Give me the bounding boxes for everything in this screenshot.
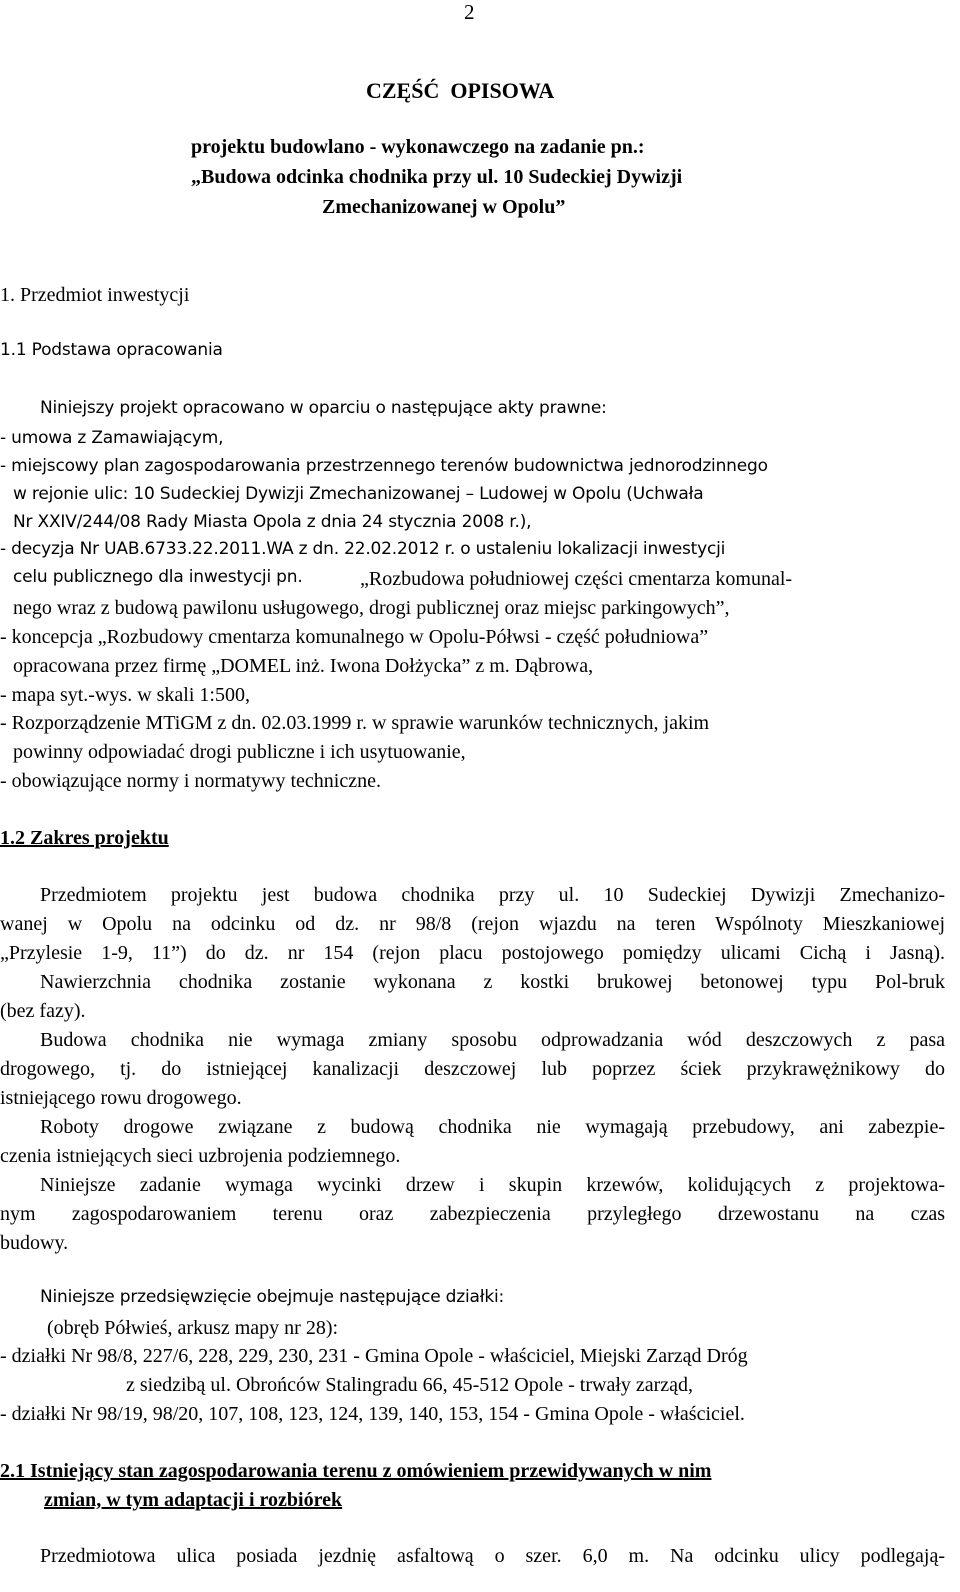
basis-item-decision-cont: nego wraz z budową pawilonu usługowego, drogi publicznej oraz miejsc parkingowych”, (13, 597, 730, 619)
scope-paragraph-line: budowy. (0, 1232, 69, 1254)
scope-paragraph-line: Nawierzchnia chodnika zostanie wykonana z kostki brukowej betonowej typu Pol-bruk (40, 971, 945, 993)
basis-item-plan-cont: w rejonie ulic: 10 Sudeckiej Dywizji Zmechanizowanej – Ludowej w Opolu (Uchwała (13, 484, 704, 504)
plots-list-item-cont: z siedzibą ul. Obrońców Stalingradu 66, 45-512 Opole - trwały zarząd, (126, 1374, 694, 1396)
basis-item-decision-cont: „Rozbudowa południowej części cmentarza komunal- (360, 568, 793, 590)
title-line-1: projektu budowlano - wykonawczego na zadanie pn.: (191, 136, 645, 158)
plots-list-item: - działki Nr 98/8, 227/6, 228, 229, 230, 231 - Gmina Opole - właściciel, Miejski Zarząd Dróg (0, 1345, 748, 1367)
section-1-1-heading: 1.1 Podstawa opracowania (0, 340, 223, 360)
scope-paragraph-line: Roboty drogowe związane z budową chodnika nie wymagają przebudowy, ani zabezpie- (40, 1116, 945, 1138)
plots-list-item: - działki Nr 98/19, 98/20, 107, 108, 123, 124, 139, 140, 153, 154 - Gmina Opole - właściciel. (0, 1403, 745, 1425)
basis-item-norms: - obowiązujące normy i normatywy techniczne. (0, 770, 381, 792)
basis-item-plan: - miejscowy plan zagospodarowania przestrzennego terenów budownictwa jednorodzinnego (0, 456, 768, 476)
scope-paragraph-line: drogowego, tj. do istniejącej kanalizacji deszczowej lub poprzez ściek przykrawężnikowy do (0, 1058, 945, 1080)
basis-item-plan-cont: Nr XXIV/244/08 Rady Miasta Opola z dnia 24 stycznia 2008 r.), (13, 512, 532, 532)
scope-paragraph-line: „Przylesie 1-9, 11”) do dz. nr 154 (rejon placu postojowego pomiędzy ulicami Cichą i Jasną). (0, 942, 945, 964)
basis-item-decision-cont: celu publicznego dla inwestycji pn. (13, 567, 303, 587)
section-2-1-heading: 2.1 Istniejący stan zagospodarowania terenu z omówieniem przewidywanych w nim (0, 1460, 712, 1482)
scope-paragraph-line: (bez fazy). (0, 1000, 86, 1022)
document-heading: CZĘŚĆ OPISOWA (366, 78, 555, 103)
basis-intro: Niniejszy projekt opracowano w oparciu o następujące akty prawne: (40, 398, 607, 418)
scope-paragraph-line: Niniejsze zadanie wymaga wycinki drzew i skupin krzewów, kolidujących z projektowa- (40, 1174, 945, 1196)
basis-item-regulation: - Rozporządzenie MTiGM z dn. 02.03.1999 r. w sprawie warunków technicznych, jakim (0, 712, 710, 734)
basis-item-contract: - umowa z Zamawiającym, (0, 428, 224, 448)
scope-paragraph-line: Przedmiotem projektu jest budowa chodnika przy ul. 10 Sudeckiej Dywizji Zmechanizo- (40, 884, 945, 906)
existing-state-paragraph-line: Przedmiotowa ulica posiada jezdnię asfaltową o szer. 6,0 m. Na odcinku ulicy podlegają- (40, 1545, 945, 1567)
title-line-2: „Budowa odcinka chodnika przy ul. 10 Sudeckiej Dywizji (191, 166, 683, 188)
basis-item-regulation-cont: powinny odpowiadać drogi publiczne i ich usytuowanie, (13, 741, 466, 763)
plots-intro: Niniejsze przedsięwzięcie obejmuje następujące działki: (40, 1287, 505, 1307)
basis-item-map: - mapa syt.-wys. w skali 1:500, (0, 684, 250, 706)
scope-paragraph-line: wanej w Opolu na odcinku od dz. nr 98/8 (rejon wjazdu na teren Wspólnoty Mieszkaniowej (0, 913, 945, 935)
section-1-heading: 1. Przedmiot inwestycji (0, 284, 190, 306)
scope-paragraph-line: istniejącego rowu drogowego. (0, 1087, 242, 1109)
basis-item-concept: - koncepcja „Rozbudowy cmentarza komunalnego w Opolu-Półwsi - część południowa” (0, 626, 709, 648)
scope-paragraph-line: czenia istniejących sieci uzbrojenia podziemnego. (0, 1145, 401, 1167)
page-number: 2 (464, 0, 475, 24)
basis-item-decision: - decyzja Nr UAB.6733.22.2011.WA z dn. 22.02.2012 r. o ustaleniu lokalizacji inwestycji (0, 539, 726, 559)
plots-area: (obręb Półwieś, arkusz mapy nr 28): (47, 1317, 339, 1339)
section-2-1-heading-cont: zmian, w tym adaptacji i rozbiórek (44, 1489, 343, 1511)
scope-paragraph-line: Budowa chodnika nie wymaga zmiany sposobu odprowadzania wód deszczowych z pasa (40, 1029, 945, 1051)
section-1-2-heading: 1.2 Zakres projektu (0, 827, 169, 849)
title-line-3: Zmechanizowanej w Opolu” (322, 196, 566, 218)
scope-paragraph-line: nym zagospodarowaniem terenu oraz zabezpieczenia przyległego drzewostanu na czas (0, 1203, 945, 1225)
basis-item-concept-cont: opracowana przez firmę „DOMEL inż. Iwona Dołżycka” z m. Dąbrowa, (13, 655, 594, 677)
